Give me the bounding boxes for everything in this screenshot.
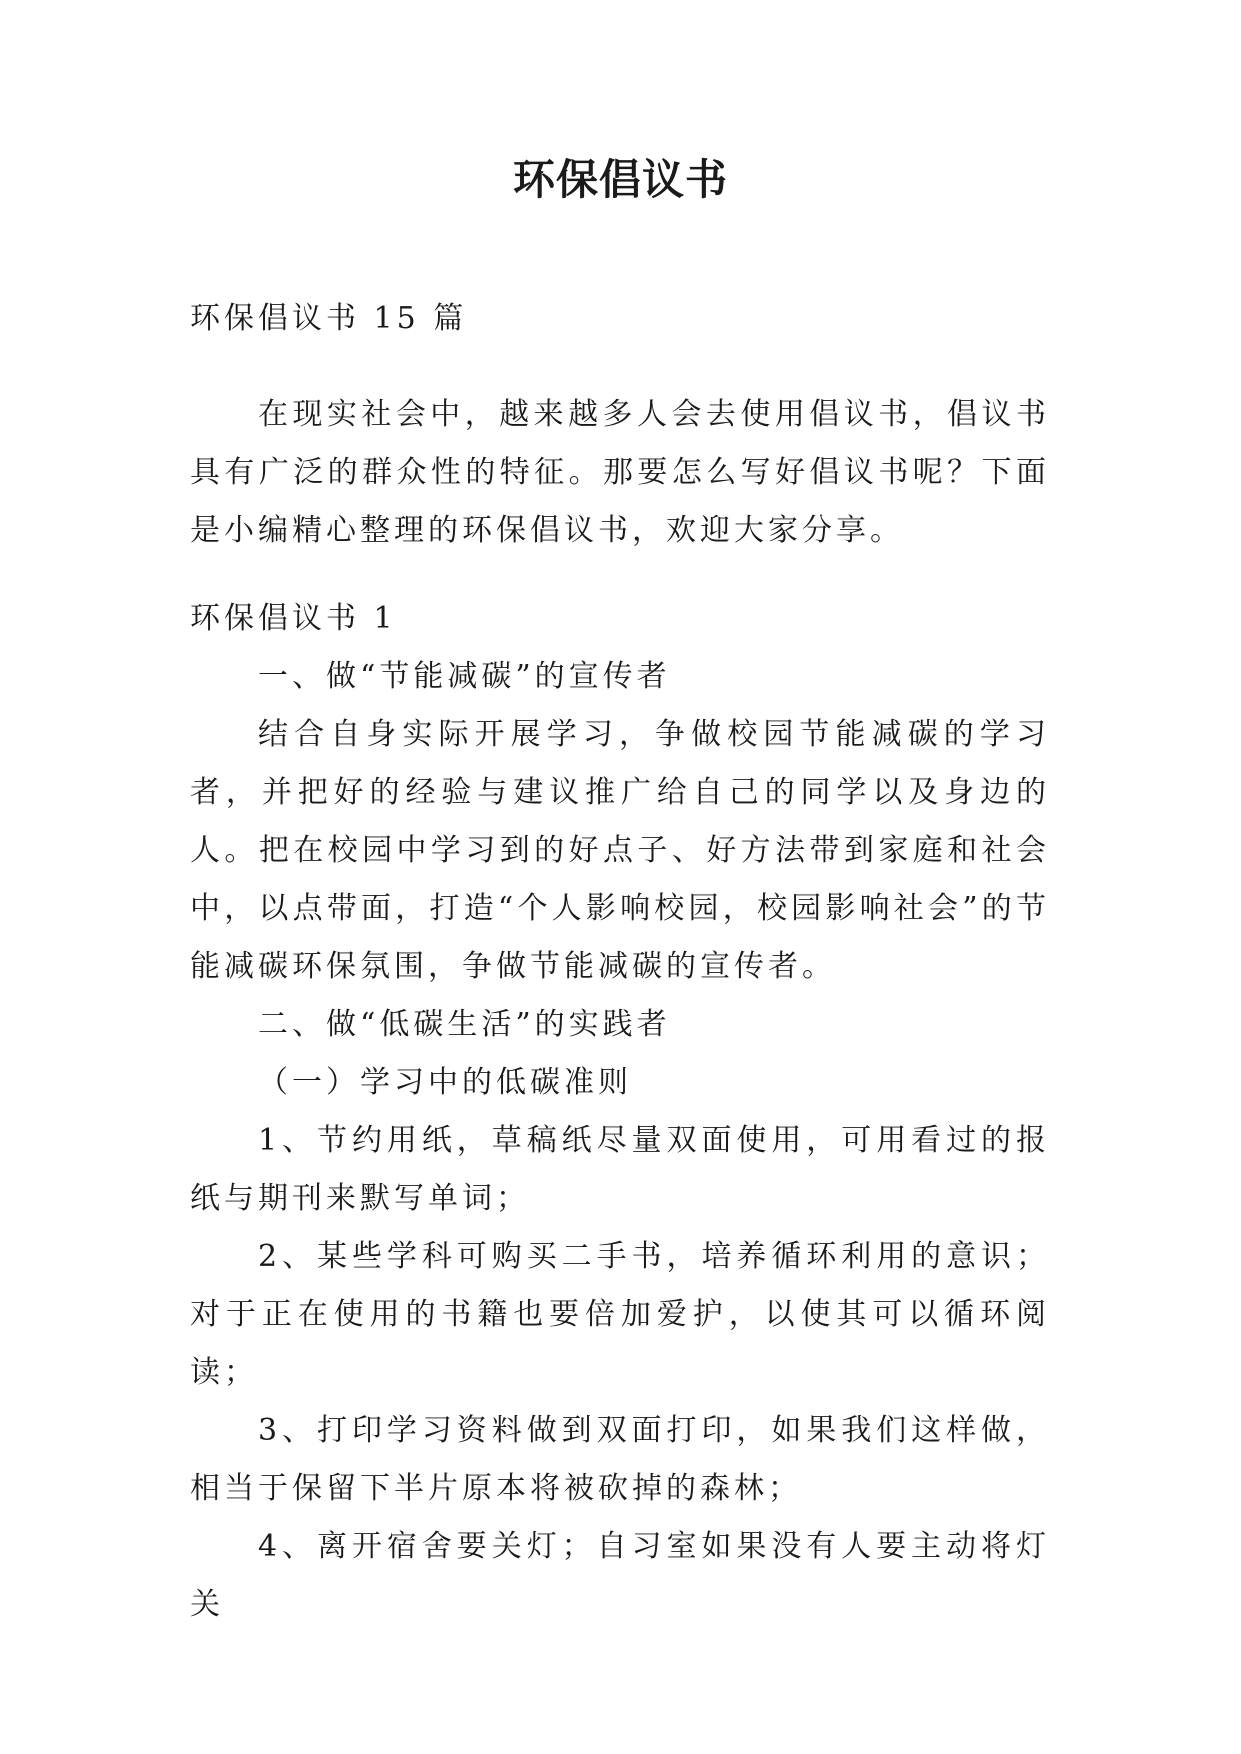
intro-paragraph: 在现实社会中，越来越多人会去使用倡议书，倡议书具有广泛的群众性的特征。那要怎么写好倡议书呢？下面是小编精心整理的环保倡议书，欢迎大家分享。	[190, 397, 1050, 548]
document-subtitle: 环保倡议书 15 篇	[190, 301, 468, 336]
paragraph-heading-1: 一、做“节能减碳”的宣传者	[258, 659, 671, 694]
paragraph-heading-2: 二、做“低碳生活”的实践者	[258, 1007, 671, 1042]
paragraph-body-1: 结合自身实际开展学习，争做校园节能减碳的学习者，并把好的经验与建议推广给自己的同学以及身边的人。把在校园中学习到的好点子、好方法带到家庭和社会中，以点带面，打造“个人影响校园，校园影响社会”的节能减碳环保氛围，争做节能减碳的宣传者。	[190, 717, 1050, 984]
list-item-3: 3、打印学习资料做到双面打印，如果我们这样做，相当于保留下半片原本将被砍掉的森林；	[190, 1413, 1050, 1506]
section-heading: 环保倡议书 1	[190, 601, 397, 636]
list-item-2: 2、某些学科可购买二手书，培养循环利用的意识；对于正在使用的书籍也要倍加爱护，以使其可以循环阅读；	[190, 1239, 1050, 1390]
document-body	[190, 290, 1050, 1634]
list-item-4: 4、离开宿舍要关灯；自习室如果没有人要主动将灯关	[190, 1529, 1050, 1622]
paragraph-subheading: （一）学习中的低碳准则	[258, 1065, 632, 1100]
list-item-1: 1、节约用纸，草稿纸尽量双面使用，可用看过的报纸与期刊来默写单词；	[190, 1123, 1050, 1216]
document-title: 环保倡议书	[512, 155, 728, 204]
